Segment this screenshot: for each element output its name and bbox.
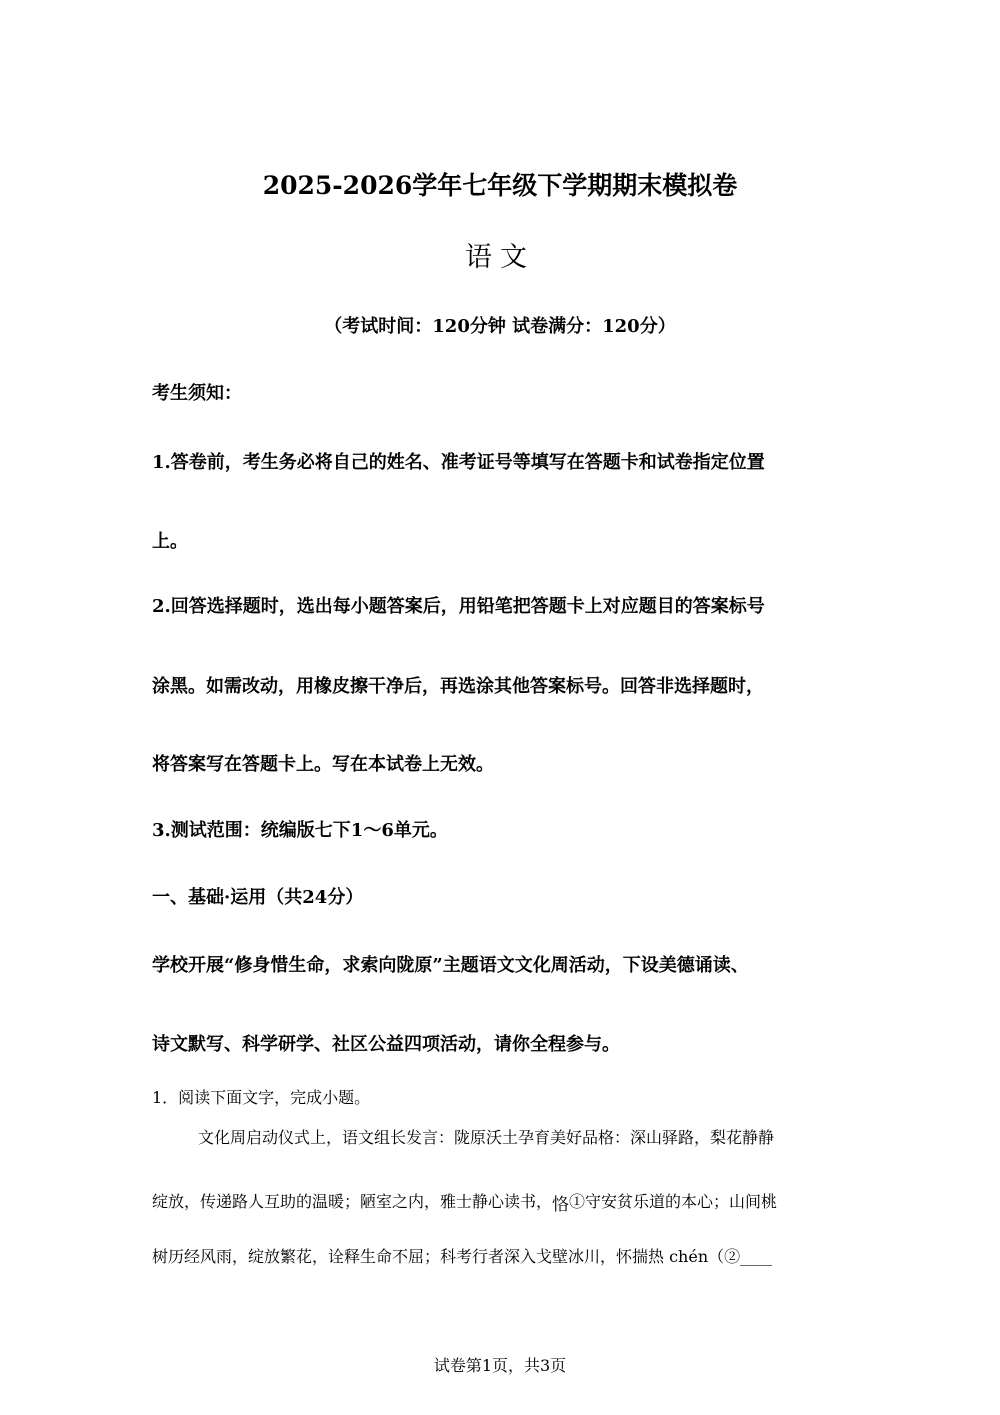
notice-item-3: 3.测试范围：统编版七下1～6单元。 <box>152 820 448 841</box>
notice-item-2-line-2: 涂黑。如需改动，用橡皮擦干净后，再选涂其他答案标号。回答非选择题时， <box>152 676 764 697</box>
question-1-paragraph-line-2-part-a: 绽放，传递路人互助的温暖；陋室之内，雅士静心读书， <box>152 1192 553 1211</box>
notice-item-2-line-1: 2.回答选择题时，选出每小题答案后，用铅笔把答题卡上对应题目的答案标号 <box>152 596 765 617</box>
notice-item-2-line-3: 将答案写在答题卡上。写在本试卷上无效。 <box>152 754 494 775</box>
exam-subject: 语文 <box>465 242 535 273</box>
notice-heading: 考生须知： <box>152 383 242 404</box>
exam-title: 2025-2026学年七年级下学期期末模拟卷 <box>262 171 738 200</box>
question-1-paragraph-line-3: 树历经风雨，绽放繁花，诠释生命不屈；科考行者深入戈壁冰川，怀揣热 chén（②____ <box>152 1247 773 1266</box>
section-1-intro-line-2: 诗文默写、科学研学、社区公益四项活动，请你全程参与。 <box>152 1034 620 1055</box>
question-1-prompt: 1．阅读下面文字，完成小题。 <box>152 1088 371 1107</box>
question-1-paragraph-line-2-part-b: ①守安贫乐道的本心；山间桃 <box>569 1192 778 1211</box>
exam-info: （考试时间：120分钟 试卷满分：120分） <box>324 316 676 337</box>
section-1-intro-line-1: 学校开展“修身惜生命，求索向陇原”主题语文文化周活动，下设美德诵读、 <box>152 955 749 976</box>
question-1-paragraph-line-2 <box>152 1192 778 1215</box>
section-1-heading: 一、基础·运用（共24分） <box>152 887 364 908</box>
notice-item-1-line-1: 1.答卷前，考生务必将自己的姓名、准考证号等填写在答题卡和试卷指定位置 <box>152 452 765 473</box>
question-1-paragraph-line-1: 文化周启动仪式上，语文组长发言：陇原沃土孕育美好品格：深山驿路，梨花静静 <box>198 1128 775 1147</box>
page-footer: 试卷第1页，共3页 <box>433 1356 567 1375</box>
question-1-marked-character: 恪 <box>552 1195 570 1215</box>
notice-item-1-line-2: 上。 <box>152 531 188 552</box>
